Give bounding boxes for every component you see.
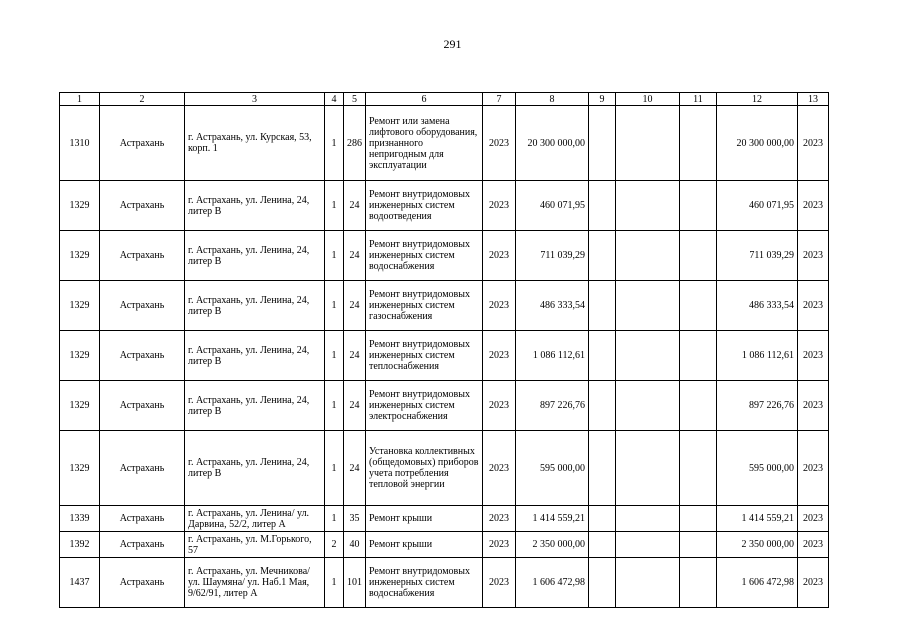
cell-col10 <box>616 331 680 381</box>
cell-col9 <box>589 106 616 181</box>
cell-end-year: 2023 <box>798 558 829 608</box>
cell-col5: 24 <box>344 181 366 231</box>
table-row <box>60 431 829 506</box>
cell-city: Астрахань <box>100 558 185 608</box>
cell-city: Астрахань <box>100 331 185 381</box>
cell-work-type: Ремонт внутридомовых инженерных систем водоснабжения <box>366 558 483 608</box>
table-row <box>60 506 829 532</box>
cell-total: 711 039,29 <box>717 231 798 281</box>
column-header: 9 <box>589 93 616 106</box>
cell-id: 1329 <box>60 431 100 506</box>
cell-col9 <box>589 331 616 381</box>
cell-col4: 1 <box>325 381 344 431</box>
column-header: 1 <box>60 93 100 106</box>
cell-end-year: 2023 <box>798 506 829 532</box>
cell-work-type: Ремонт внутридомовых инженерных систем водоотведения <box>366 181 483 231</box>
cell-address: г. Астрахань, ул. Ленина, 24, литер В <box>185 231 325 281</box>
cell-year: 2023 <box>483 281 516 331</box>
cell-address: г. Астрахань, ул. Ленина, 24, литер В <box>185 381 325 431</box>
cell-col5: 24 <box>344 331 366 381</box>
table-row <box>60 331 829 381</box>
cell-id: 1310 <box>60 106 100 181</box>
cell-col10 <box>616 106 680 181</box>
cell-id: 1329 <box>60 281 100 331</box>
cell-col5: 24 <box>344 231 366 281</box>
cell-end-year: 2023 <box>798 532 829 558</box>
cell-col11 <box>680 431 717 506</box>
cell-year: 2023 <box>483 231 516 281</box>
cell-col5: 101 <box>344 558 366 608</box>
cell-end-year: 2023 <box>798 331 829 381</box>
table-row <box>60 558 829 608</box>
cell-total: 897 226,76 <box>717 381 798 431</box>
cell-cost: 460 071,95 <box>516 181 589 231</box>
cell-year: 2023 <box>483 506 516 532</box>
cell-id: 1437 <box>60 558 100 608</box>
cell-year: 2023 <box>483 381 516 431</box>
cell-total: 1 606 472,98 <box>717 558 798 608</box>
cell-col5: 40 <box>344 532 366 558</box>
cell-col11 <box>680 558 717 608</box>
cell-col10 <box>616 381 680 431</box>
cell-col10 <box>616 532 680 558</box>
cell-col10 <box>616 431 680 506</box>
table-row <box>60 281 829 331</box>
cell-col4: 1 <box>325 431 344 506</box>
table-row <box>60 181 829 231</box>
cell-col5: 286 <box>344 106 366 181</box>
cell-work-type: Ремонт или замена лифтового оборудования, признанного непригодным для эксплуатации <box>366 106 483 181</box>
cell-work-type: Ремонт крыши <box>366 506 483 532</box>
column-header: 10 <box>616 93 680 106</box>
cell-cost: 897 226,76 <box>516 381 589 431</box>
cell-city: Астрахань <box>100 431 185 506</box>
cell-col4: 1 <box>325 281 344 331</box>
cell-end-year: 2023 <box>798 381 829 431</box>
cell-col4: 1 <box>325 106 344 181</box>
cell-total: 1 086 112,61 <box>717 331 798 381</box>
cell-cost: 1 414 559,21 <box>516 506 589 532</box>
cell-col11 <box>680 331 717 381</box>
cell-work-type: Ремонт внутридомовых инженерных систем водоснабжения <box>366 231 483 281</box>
cell-address: г. Астрахань, ул. Мечникова/ ул. Шаумяна/ ул. Наб.1 Мая, 9/62/91, литер А <box>185 558 325 608</box>
cell-id: 1329 <box>60 231 100 281</box>
column-header: 2 <box>100 93 185 106</box>
cell-address: г. Астрахань, ул. Ленина, 24, литер В <box>185 281 325 331</box>
cell-col9 <box>589 381 616 431</box>
cell-id: 1329 <box>60 181 100 231</box>
cell-total: 460 071,95 <box>717 181 798 231</box>
cell-total: 20 300 000,00 <box>717 106 798 181</box>
cell-col9 <box>589 231 616 281</box>
header-row <box>60 93 829 106</box>
cell-cost: 1 086 112,61 <box>516 331 589 381</box>
cell-col10 <box>616 231 680 281</box>
table-row <box>60 532 829 558</box>
cell-col10 <box>616 506 680 532</box>
cell-cost: 1 606 472,98 <box>516 558 589 608</box>
cell-col9 <box>589 181 616 231</box>
column-header: 4 <box>325 93 344 106</box>
cell-col4: 2 <box>325 532 344 558</box>
cell-address: г. Астрахань, ул. Курская, 53, корп. 1 <box>185 106 325 181</box>
cell-total: 595 000,00 <box>717 431 798 506</box>
cell-col5: 24 <box>344 431 366 506</box>
column-header: 13 <box>798 93 829 106</box>
cell-col11 <box>680 381 717 431</box>
cell-col10 <box>616 558 680 608</box>
cell-address: г. Астрахань, ул. Ленина, 24, литер В <box>185 181 325 231</box>
cell-col9 <box>589 532 616 558</box>
cell-col9 <box>589 558 616 608</box>
cell-col4: 1 <box>325 231 344 281</box>
cell-work-type: Ремонт внутридомовых инженерных систем газоснабжения <box>366 281 483 331</box>
cell-work-type: Ремонт внутридомовых инженерных систем электроснабжения <box>366 381 483 431</box>
cell-cost: 711 039,29 <box>516 231 589 281</box>
cell-total: 1 414 559,21 <box>717 506 798 532</box>
cell-cost: 486 333,54 <box>516 281 589 331</box>
page-number: 291 <box>443 37 462 51</box>
table-row <box>60 231 829 281</box>
cell-work-type: Установка коллективных (общедомовых) приборов учета потребления тепловой энергии <box>366 431 483 506</box>
cell-year: 2023 <box>483 331 516 381</box>
table-row <box>60 106 829 181</box>
column-header: 7 <box>483 93 516 106</box>
cell-col11 <box>680 231 717 281</box>
cell-col5: 35 <box>344 506 366 532</box>
column-header: 3 <box>185 93 325 106</box>
cell-city: Астрахань <box>100 231 185 281</box>
cell-city: Астрахань <box>100 506 185 532</box>
cell-year: 2023 <box>483 558 516 608</box>
cell-col11 <box>680 281 717 331</box>
cell-id: 1329 <box>60 381 100 431</box>
table-row <box>60 381 829 431</box>
cell-cost: 2 350 000,00 <box>516 532 589 558</box>
cell-id: 1392 <box>60 532 100 558</box>
cell-col5: 24 <box>344 381 366 431</box>
cell-col11 <box>680 181 717 231</box>
cell-address: г. Астрахань, ул. М.Горького, 57 <box>185 532 325 558</box>
cell-col4: 1 <box>325 331 344 381</box>
cell-cost: 595 000,00 <box>516 431 589 506</box>
cell-col9 <box>589 506 616 532</box>
cell-city: Астрахань <box>100 181 185 231</box>
cell-col4: 1 <box>325 558 344 608</box>
cell-end-year: 2023 <box>798 181 829 231</box>
cell-col11 <box>680 106 717 181</box>
cell-col9 <box>589 281 616 331</box>
cell-work-type: Ремонт крыши <box>366 532 483 558</box>
cell-city: Астрахань <box>100 281 185 331</box>
cell-year: 2023 <box>483 181 516 231</box>
capital-repair-table <box>59 92 829 608</box>
cell-total: 2 350 000,00 <box>717 532 798 558</box>
cell-col11 <box>680 506 717 532</box>
cell-city: Астрахань <box>100 381 185 431</box>
cell-total: 486 333,54 <box>717 281 798 331</box>
cell-col5: 24 <box>344 281 366 331</box>
cell-col4: 1 <box>325 506 344 532</box>
cell-end-year: 2023 <box>798 431 829 506</box>
cell-address: г. Астрахань, ул. Ленина/ ул. Дарвина, 52/2, литер А <box>185 506 325 532</box>
cell-year: 2023 <box>483 431 516 506</box>
cell-year: 2023 <box>483 106 516 181</box>
cell-end-year: 2023 <box>798 231 829 281</box>
cell-city: Астрахань <box>100 106 185 181</box>
column-header: 12 <box>717 93 798 106</box>
cell-end-year: 2023 <box>798 281 829 331</box>
column-header: 5 <box>344 93 366 106</box>
cell-id: 1329 <box>60 331 100 381</box>
cell-col4: 1 <box>325 181 344 231</box>
cell-year: 2023 <box>483 532 516 558</box>
cell-col10 <box>616 181 680 231</box>
column-header: 6 <box>366 93 483 106</box>
column-header: 11 <box>680 93 717 106</box>
cell-col10 <box>616 281 680 331</box>
cell-work-type: Ремонт внутридомовых инженерных систем теплоснабжения <box>366 331 483 381</box>
cell-col11 <box>680 532 717 558</box>
cell-city: Астрахань <box>100 532 185 558</box>
column-header: 8 <box>516 93 589 106</box>
cell-end-year: 2023 <box>798 106 829 181</box>
cell-address: г. Астрахань, ул. Ленина, 24, литер В <box>185 331 325 381</box>
cell-col9 <box>589 431 616 506</box>
cell-id: 1339 <box>60 506 100 532</box>
cell-cost: 20 300 000,00 <box>516 106 589 181</box>
cell-address: г. Астрахань, ул. Ленина, 24, литер В <box>185 431 325 506</box>
